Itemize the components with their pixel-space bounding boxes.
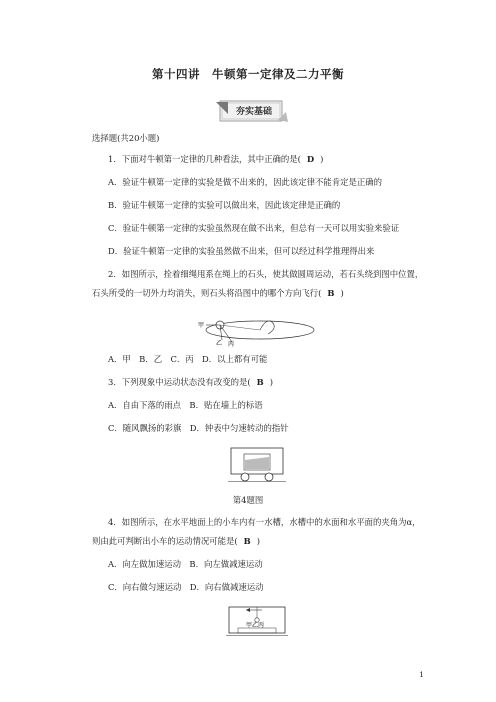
badge-label: 夯实基础 — [236, 107, 273, 117]
section-badge — [214, 98, 290, 124]
q4-close: ) — [256, 536, 261, 546]
q1-close: ) — [320, 154, 324, 164]
q4-options-2: C．向右做匀速运动 D．向右做减速运动 — [108, 582, 264, 592]
q1-option-d: D．验证牛顿第一定律的实验虽然做不出来，但可以经过科学推理得出来 — [108, 246, 375, 256]
q5-labels: 甲乙丙 — [246, 622, 265, 629]
q1-option-a: A．验证牛顿第一定律的实验是做不出来的，因此该定律不能肯定是正确的 — [108, 177, 383, 187]
section-heading: 选择题(共20小题) — [92, 133, 160, 143]
q3-options-2: C．随风飘扬的彩旗 D．钟表中匀速转动的指针 — [108, 423, 289, 433]
q2-label-yi: 乙 — [216, 340, 223, 347]
q4-answer: B — [243, 536, 251, 546]
arrow-left-icon — [246, 608, 250, 612]
q2-close: ) — [340, 288, 344, 298]
wheel-right-icon — [265, 473, 273, 481]
water-surface — [245, 457, 269, 469]
q2-options: A．甲 B．乙 C．丙 D．以上都有可能 — [108, 354, 268, 364]
q4-stem-line2 — [92, 535, 260, 547]
fig4-caption: 第4题图 — [232, 495, 264, 505]
q2-figure — [198, 312, 318, 348]
page-title: 第十四讲 牛顿第一定律及二力平衡 — [152, 67, 344, 81]
q4-figure — [228, 446, 286, 484]
q5-figure — [226, 604, 288, 638]
q2-answer: B — [327, 288, 335, 298]
q1-option-b: B．验证牛顿第一定律的实验可以做出来，因此该定律是正确的 — [108, 200, 341, 210]
q1-option-c: C．验证牛顿第一定律的实验虽然现在做不出来，但总有一天可以用实验来验证 — [108, 223, 400, 233]
q4-stem-text: 则由此可判断出小车的运动情况可能是( — [92, 536, 238, 546]
q1-stem — [108, 153, 323, 165]
q3-answer: B — [256, 377, 264, 387]
q2-label-bing: 丙 — [228, 341, 235, 348]
q3-stem — [108, 376, 273, 388]
q3-options-1: A．自由下落的雨点 B．贴在墙上的标语 — [108, 400, 263, 410]
q2-label-jia: 甲 — [198, 322, 205, 329]
q4-stem-line1: 4．如图所示，在水平地面上的小车内有一水槽，水槽中的水面和水平面的夹角为α， — [108, 517, 421, 527]
page-number: 1 — [419, 670, 424, 679]
q1-stem-text: 1．下面对牛顿第一定律的几种看法，其中正确的是( — [108, 154, 301, 164]
q2-stem-line1: 2．如图所示，拴着细绳甩系在绳上的石头，使其做圆周运动，若石头绕到图中位置， — [108, 269, 424, 279]
q1-answer: D — [306, 154, 315, 164]
q4-options-1: A．向左做加速运动 B．向左做减速运动 — [108, 559, 263, 569]
wheel-left-icon — [241, 473, 249, 481]
q2-stem-line2 — [92, 287, 344, 299]
q2-stem-text: 石头所受的一切外力均消失，则石头将沿图中的哪个方向飞行( — [92, 288, 322, 298]
hand-icon — [260, 321, 274, 334]
q3-stem-text: 3．下列现象中运动状态没有改变的是( — [108, 377, 251, 387]
q3-close: ) — [269, 377, 273, 387]
